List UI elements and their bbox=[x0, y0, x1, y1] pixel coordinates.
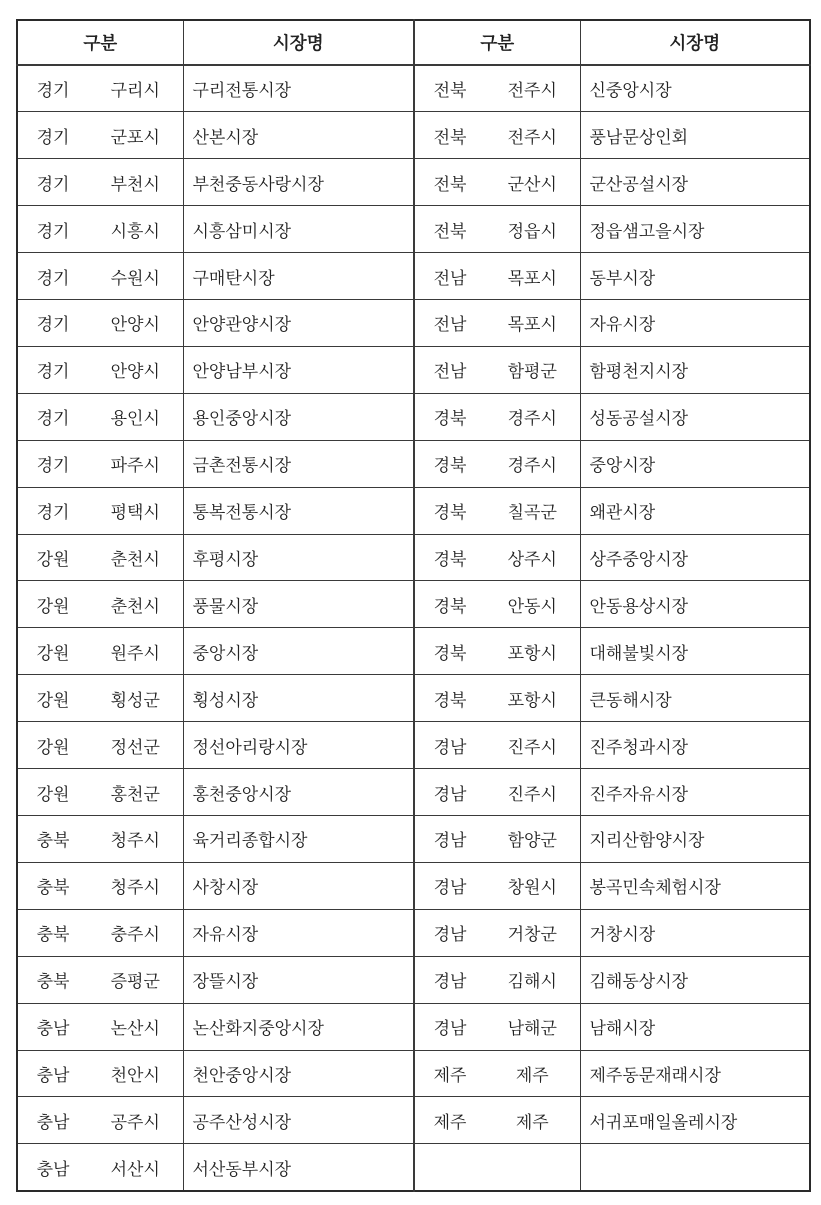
right-region-cell: 전남 bbox=[414, 253, 485, 300]
header-category-left: 구분 bbox=[17, 20, 183, 65]
right-market-cell: 성동공설시장 bbox=[580, 393, 810, 440]
left-city-cell: 시흥시 bbox=[88, 206, 183, 253]
market-table bbox=[16, 19, 811, 1192]
right-region-cell: 전남 bbox=[414, 346, 485, 393]
right-market-cell: 남해시장 bbox=[580, 1003, 810, 1050]
right-city-cell: 김해시 bbox=[485, 956, 580, 1003]
table-row bbox=[17, 1144, 810, 1191]
right-region-cell: 경북 bbox=[414, 581, 485, 628]
table-row bbox=[17, 487, 810, 534]
table-row bbox=[17, 769, 810, 816]
header-market-name-left: 시장명 bbox=[183, 20, 414, 65]
right-market-cell: 왜관시장 bbox=[580, 487, 810, 534]
right-city-cell: 함평군 bbox=[485, 346, 580, 393]
left-region-cell: 강원 bbox=[17, 769, 88, 816]
left-market-cell: 육거리종합시장 bbox=[183, 816, 414, 863]
right-region-cell bbox=[414, 1144, 485, 1191]
right-market-cell: 풍남문상인회 bbox=[580, 112, 810, 159]
table-row bbox=[17, 675, 810, 722]
right-city-cell: 창원시 bbox=[485, 862, 580, 909]
left-city-cell: 파주시 bbox=[88, 440, 183, 487]
table-row bbox=[17, 206, 810, 253]
right-region-cell: 전북 bbox=[414, 159, 485, 206]
left-region-cell: 충남 bbox=[17, 1097, 88, 1144]
right-market-cell: 진주청과시장 bbox=[580, 722, 810, 769]
right-city-cell: 진주시 bbox=[485, 722, 580, 769]
table-row bbox=[17, 1050, 810, 1097]
right-market-cell: 큰동해시장 bbox=[580, 675, 810, 722]
left-market-cell: 공주산성시장 bbox=[183, 1097, 414, 1144]
right-region-cell: 경남 bbox=[414, 909, 485, 956]
right-region-cell: 경남 bbox=[414, 862, 485, 909]
right-market-cell: 함평천지시장 bbox=[580, 346, 810, 393]
right-market-cell: 봉곡민속체험시장 bbox=[580, 862, 810, 909]
table-row bbox=[17, 628, 810, 675]
left-market-cell: 횡성시장 bbox=[183, 675, 414, 722]
right-region-cell: 경북 bbox=[414, 675, 485, 722]
right-market-cell: 제주동문재래시장 bbox=[580, 1050, 810, 1097]
left-region-cell: 충남 bbox=[17, 1003, 88, 1050]
left-city-cell: 천안시 bbox=[88, 1050, 183, 1097]
table-row bbox=[17, 393, 810, 440]
table-row bbox=[17, 65, 810, 112]
left-market-cell: 서산동부시장 bbox=[183, 1144, 414, 1191]
left-region-cell: 경기 bbox=[17, 346, 88, 393]
right-city-cell: 목포시 bbox=[485, 253, 580, 300]
left-market-cell: 통복전통시장 bbox=[183, 487, 414, 534]
left-market-cell: 후평시장 bbox=[183, 534, 414, 581]
table-row bbox=[17, 253, 810, 300]
right-region-cell: 경남 bbox=[414, 956, 485, 1003]
table-row bbox=[17, 534, 810, 581]
right-city-cell: 안동시 bbox=[485, 581, 580, 628]
left-city-cell: 논산시 bbox=[88, 1003, 183, 1050]
left-region-cell: 경기 bbox=[17, 300, 88, 347]
right-city-cell: 군산시 bbox=[485, 159, 580, 206]
right-region-cell: 경북 bbox=[414, 487, 485, 534]
left-city-cell: 청주시 bbox=[88, 816, 183, 863]
table-body bbox=[17, 65, 810, 1191]
left-region-cell: 경기 bbox=[17, 65, 88, 112]
right-region-cell: 경북 bbox=[414, 440, 485, 487]
right-region-cell: 제주 bbox=[414, 1050, 485, 1097]
left-region-cell: 경기 bbox=[17, 393, 88, 440]
right-city-cell: 거창군 bbox=[485, 909, 580, 956]
table-row bbox=[17, 956, 810, 1003]
right-region-cell: 전북 bbox=[414, 112, 485, 159]
right-market-cell: 김해동상시장 bbox=[580, 956, 810, 1003]
table-row bbox=[17, 816, 810, 863]
left-market-cell: 용인중앙시장 bbox=[183, 393, 414, 440]
left-market-cell: 안양남부시장 bbox=[183, 346, 414, 393]
left-market-cell: 천안중앙시장 bbox=[183, 1050, 414, 1097]
left-city-cell: 충주시 bbox=[88, 909, 183, 956]
left-region-cell: 충남 bbox=[17, 1050, 88, 1097]
right-market-cell: 동부시장 bbox=[580, 253, 810, 300]
left-market-cell: 논산화지중앙시장 bbox=[183, 1003, 414, 1050]
left-market-cell: 자유시장 bbox=[183, 909, 414, 956]
left-city-cell: 원주시 bbox=[88, 628, 183, 675]
left-city-cell: 구리시 bbox=[88, 65, 183, 112]
left-city-cell: 청주시 bbox=[88, 862, 183, 909]
header-category-right: 구분 bbox=[414, 20, 580, 65]
left-market-cell: 구매탄시장 bbox=[183, 253, 414, 300]
right-market-cell: 지리산함양시장 bbox=[580, 816, 810, 863]
right-market-cell: 군산공설시장 bbox=[580, 159, 810, 206]
right-city-cell: 경주시 bbox=[485, 393, 580, 440]
table-row bbox=[17, 300, 810, 347]
right-market-cell: 중앙시장 bbox=[580, 440, 810, 487]
left-market-cell: 산본시장 bbox=[183, 112, 414, 159]
right-city-cell: 제주 bbox=[485, 1097, 580, 1144]
left-city-cell: 서산시 bbox=[88, 1144, 183, 1191]
right-market-cell: 정읍샘고을시장 bbox=[580, 206, 810, 253]
right-region-cell: 제주 bbox=[414, 1097, 485, 1144]
left-market-cell: 구리전통시장 bbox=[183, 65, 414, 112]
right-region-cell: 전북 bbox=[414, 206, 485, 253]
right-city-cell: 정읍시 bbox=[485, 206, 580, 253]
left-city-cell: 춘천시 bbox=[88, 581, 183, 628]
right-city-cell: 상주시 bbox=[485, 534, 580, 581]
right-region-cell: 경북 bbox=[414, 393, 485, 440]
left-city-cell: 수원시 bbox=[88, 253, 183, 300]
left-region-cell: 충북 bbox=[17, 956, 88, 1003]
left-city-cell: 안양시 bbox=[88, 300, 183, 347]
left-region-cell: 강원 bbox=[17, 581, 88, 628]
left-city-cell: 홍천군 bbox=[88, 769, 183, 816]
left-city-cell: 부천시 bbox=[88, 159, 183, 206]
right-region-cell: 경남 bbox=[414, 816, 485, 863]
table-row bbox=[17, 159, 810, 206]
left-region-cell: 강원 bbox=[17, 722, 88, 769]
header-row bbox=[17, 20, 810, 65]
right-region-cell: 경남 bbox=[414, 1003, 485, 1050]
left-market-cell: 정선아리랑시장 bbox=[183, 722, 414, 769]
left-market-cell: 사창시장 bbox=[183, 862, 414, 909]
table-row bbox=[17, 1003, 810, 1050]
left-region-cell: 강원 bbox=[17, 628, 88, 675]
right-city-cell bbox=[485, 1144, 580, 1191]
right-region-cell: 경북 bbox=[414, 628, 485, 675]
left-city-cell: 공주시 bbox=[88, 1097, 183, 1144]
left-market-cell: 중앙시장 bbox=[183, 628, 414, 675]
right-market-cell: 거창시장 bbox=[580, 909, 810, 956]
left-city-cell: 안양시 bbox=[88, 346, 183, 393]
right-region-cell: 경남 bbox=[414, 769, 485, 816]
right-city-cell: 경주시 bbox=[485, 440, 580, 487]
right-market-cell: 신중앙시장 bbox=[580, 65, 810, 112]
table-row bbox=[17, 346, 810, 393]
right-region-cell: 전북 bbox=[414, 65, 485, 112]
right-region-cell: 전남 bbox=[414, 300, 485, 347]
left-region-cell: 경기 bbox=[17, 487, 88, 534]
left-city-cell: 군포시 bbox=[88, 112, 183, 159]
right-market-cell: 대해불빛시장 bbox=[580, 628, 810, 675]
table-row bbox=[17, 112, 810, 159]
left-region-cell: 경기 bbox=[17, 112, 88, 159]
right-city-cell: 진주시 bbox=[485, 769, 580, 816]
left-market-cell: 풍물시장 bbox=[183, 581, 414, 628]
right-region-cell: 경남 bbox=[414, 722, 485, 769]
left-market-cell: 부천중동사랑시장 bbox=[183, 159, 414, 206]
left-region-cell: 충북 bbox=[17, 816, 88, 863]
right-city-cell: 함양군 bbox=[485, 816, 580, 863]
left-region-cell: 강원 bbox=[17, 675, 88, 722]
right-city-cell: 제주 bbox=[485, 1050, 580, 1097]
left-market-cell: 홍천중앙시장 bbox=[183, 769, 414, 816]
table-row bbox=[17, 440, 810, 487]
right-city-cell: 포항시 bbox=[485, 675, 580, 722]
left-city-cell: 평택시 bbox=[88, 487, 183, 534]
table-row bbox=[17, 909, 810, 956]
right-city-cell: 남해군 bbox=[485, 1003, 580, 1050]
table-row bbox=[17, 862, 810, 909]
left-region-cell: 충남 bbox=[17, 1144, 88, 1191]
left-region-cell: 경기 bbox=[17, 206, 88, 253]
right-market-cell: 진주자유시장 bbox=[580, 769, 810, 816]
right-market-cell: 안동용상시장 bbox=[580, 581, 810, 628]
left-region-cell: 충북 bbox=[17, 862, 88, 909]
right-city-cell: 전주시 bbox=[485, 65, 580, 112]
left-market-cell: 시흥삼미시장 bbox=[183, 206, 414, 253]
right-city-cell: 목포시 bbox=[485, 300, 580, 347]
left-city-cell: 용인시 bbox=[88, 393, 183, 440]
right-region-cell: 경북 bbox=[414, 534, 485, 581]
left-city-cell: 증평군 bbox=[88, 956, 183, 1003]
left-city-cell: 춘천시 bbox=[88, 534, 183, 581]
left-region-cell: 경기 bbox=[17, 440, 88, 487]
left-region-cell: 경기 bbox=[17, 159, 88, 206]
right-city-cell: 칠곡군 bbox=[485, 487, 580, 534]
header-market-name-right: 시장명 bbox=[580, 20, 810, 65]
right-market-cell: 상주중앙시장 bbox=[580, 534, 810, 581]
table-row bbox=[17, 1097, 810, 1144]
left-market-cell: 금촌전통시장 bbox=[183, 440, 414, 487]
right-market-cell: 서귀포매일올레시장 bbox=[580, 1097, 810, 1144]
left-region-cell: 경기 bbox=[17, 253, 88, 300]
table-row bbox=[17, 722, 810, 769]
left-region-cell: 강원 bbox=[17, 534, 88, 581]
left-market-cell: 안양관양시장 bbox=[183, 300, 414, 347]
right-city-cell: 전주시 bbox=[485, 112, 580, 159]
left-market-cell: 장뜰시장 bbox=[183, 956, 414, 1003]
right-market-cell bbox=[580, 1144, 810, 1191]
table-row bbox=[17, 581, 810, 628]
left-city-cell: 정선군 bbox=[88, 722, 183, 769]
right-city-cell: 포항시 bbox=[485, 628, 580, 675]
left-region-cell: 충북 bbox=[17, 909, 88, 956]
right-market-cell: 자유시장 bbox=[580, 300, 810, 347]
left-city-cell: 횡성군 bbox=[88, 675, 183, 722]
